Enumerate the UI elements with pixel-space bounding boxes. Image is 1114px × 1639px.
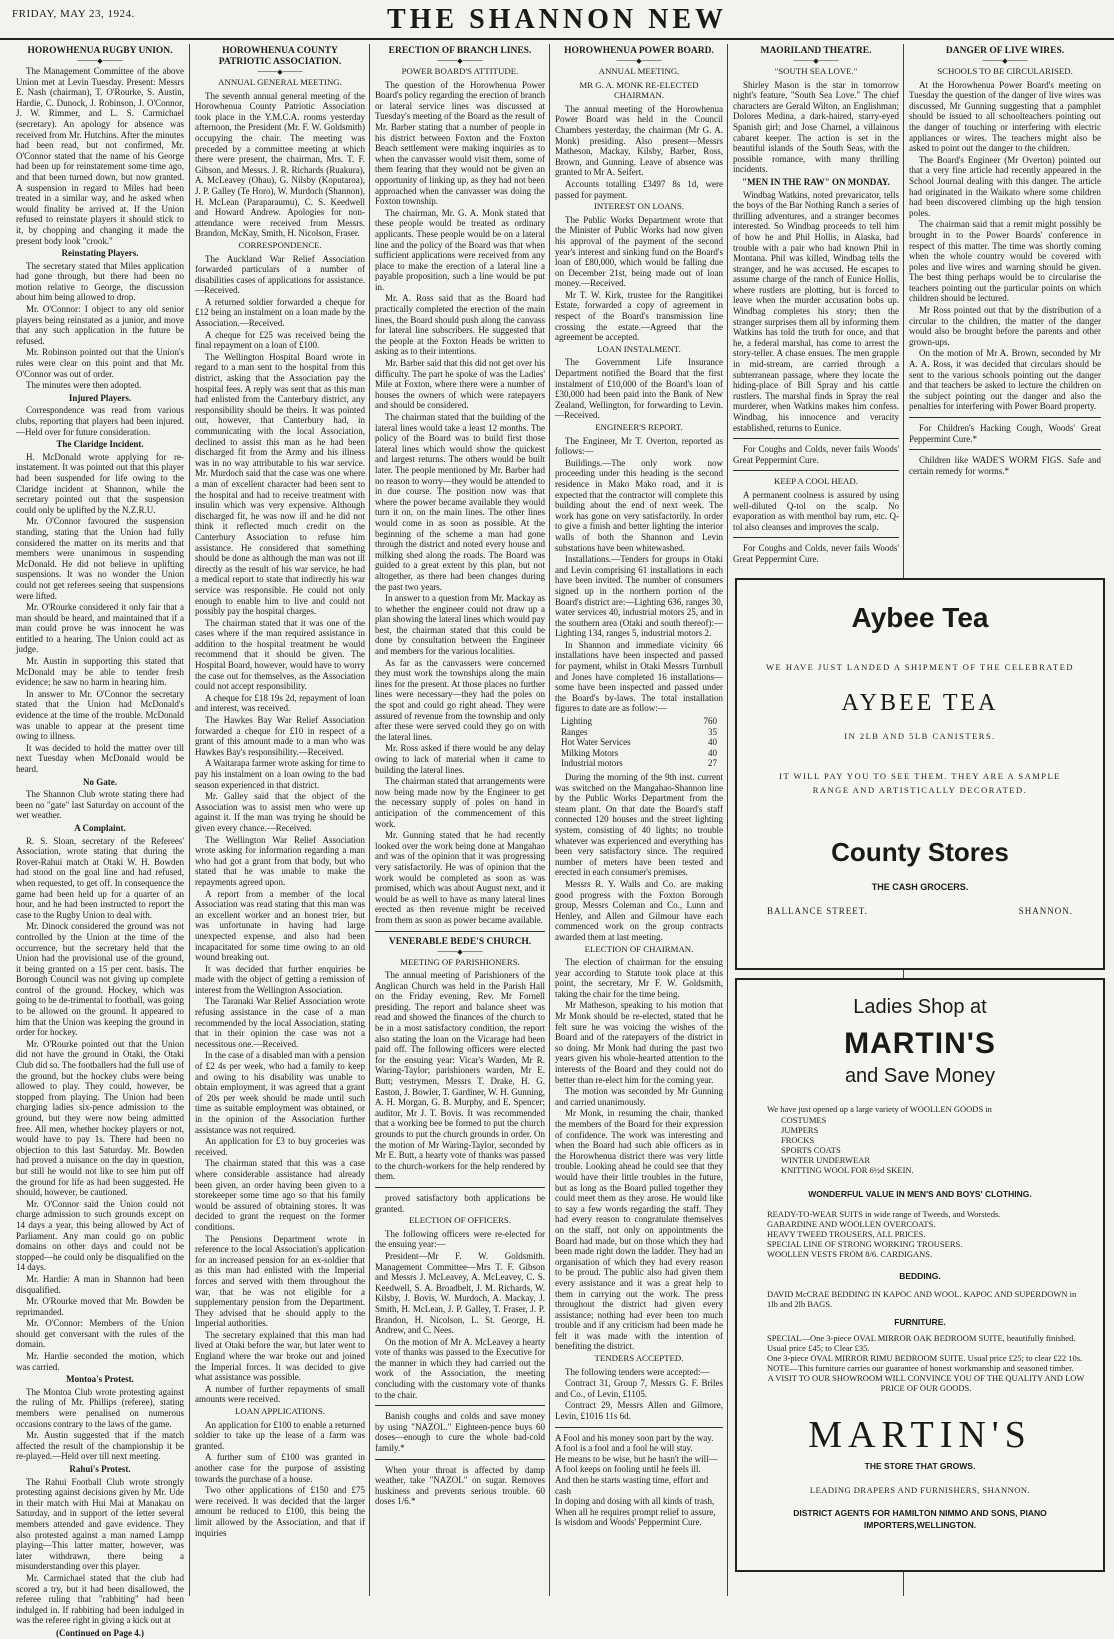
store-tagline: THE CASH GROCERS. xyxy=(871,882,969,892)
paragraph: Messrs R. Y. Walls and Co. are making good progress with the Foxton Borough group, Messrs Coleman and Co., Lunn and Henley, and Allen and Gilmour have each commenced work on the group contracts awarded them at last meeting. xyxy=(555,878,723,942)
paragraph: A number of further repayments of small amounts were received. xyxy=(195,1383,365,1405)
paragraph: President—Mr F. W. Goldsmith. Management Committee—Mrs T. F. Gibson and Messrs J. McLeavey, A. McLeavey, C. S. Keedwell, S. A. Broadbelt, J. M. Richards, W. Kilsby, J. Bovis, W. Murdoch, A. Mackay, J. Smith, H. McLean, J. P. Galley, T. Fraser, J. P. Brandon, H. Nicolson, L. St. George, H. Andrew, and C. Nees. xyxy=(375,1250,545,1336)
paragraph: The following tenders were accepted:— xyxy=(565,1366,710,1377)
ad-line: DISTRICT AGENTS FOR HAMILTON NIMMO AND SONS, PIANO IMPORTERS,WELLINGTON. xyxy=(793,1508,1047,1530)
paragraph: Mr. Austin in supporting this stated that McDonald may be able to tender fresh evidence; he saw no harm in hearing him. xyxy=(16,656,184,688)
paragraph: The Shannon Club wrote stating there had been no "gate" last Saturday on account of the wet weather. xyxy=(16,789,184,821)
table-row: Lighting 760 xyxy=(561,716,717,727)
paragraph: Mr. Dinock considered the ground was not controlled by the Union at the time of the occurrence, but the secretary held that the Union had the provisional use of the ground, it being granted on a 15 per cent. basis. The Borough Council was not giving up complete control of the ground. Hockey, which was going to be de-trimental to football, was going to be allowed on the ground. It appeared to him that the Union was keeping the ground in order for hockey. xyxy=(16,921,184,1038)
article-heading: HOROWHENUA POWER BOARD. xyxy=(564,46,714,56)
paragraph: When your throat is affected by damp weather, take "NAZOL" on sugar. Removes huskiness and prevents serious trouble. 60 doses 1/6.* xyxy=(375,1464,545,1507)
ad-line: Ladies Shop at xyxy=(853,996,987,1018)
column-rugby-union xyxy=(16,44,184,1638)
paragraph: The secretary explained that this man had lived at Otaki before the war, but later went to England where the war broke out and joined the Imperial forces. It was decided to give what assistance was possible. xyxy=(195,1329,365,1383)
paragraph: A Waitarapa farmer wrote asking for time to pay his instalment on a loan owing to the bad season experienced in that district. xyxy=(195,758,365,790)
paragraph: Accounts totalling £3497 8s 1d, were passed for payment. xyxy=(555,178,723,200)
paragraph: The annual meeting of the Horowhenua Power Board was held in the Council Chambers yesterday, the chairman (Mr G. A. Monk) presiding. Also present—Messrs Matheson, Mackay, Kilsby, Barber, Ross, Brown, and Gunning. Leave of absence was granted to Mr A. Seifert. xyxy=(555,103,723,178)
subheading: A Complaint. xyxy=(74,822,126,833)
article-subheading: ANNUAL MEETING. xyxy=(598,66,680,76)
paragraph: Mr. O'Rourke moved that Mr. Bowden be reprimanded. xyxy=(16,1296,184,1317)
list-item: HEAVY TWEED TROUSERS, ALL PRICES. xyxy=(767,1229,926,1239)
poem-line: Is wisdom and Woods' Peppermint Cure. xyxy=(555,1517,702,1528)
filler-line: For Coughs and Colds, never fails Woods' Great Peppermint Cure. xyxy=(733,543,899,564)
subheading: Reinstating Players. xyxy=(61,248,139,259)
divider xyxy=(909,449,1101,450)
paragraph: R. S. Sloan, secretary of the Referees' Association, wrote stating that during the Rover-Rahui match at Otaki W. H. Bowden had stood on the goal line and had refused, when requested, to get off. In consequence the game had been held up for a quarter of an hour, and he had been instructed to report the case to the Rugby Union to deal with. xyxy=(16,835,184,920)
column-patriotic-association xyxy=(195,44,365,1596)
paragraph: During the morning of the 9th inst. current was switched on the Mangahao-Shannon line by the Public Works Department from the steam plant. On that date the Board's staff connected 120 houses and the street lighting system, consisting of 40 lights; no trouble whatever was experienced and everything has been very satisfactory since. The required number of meters have been tested and erected in each consumer's premises. xyxy=(555,772,723,878)
ad-text: DAVID McCRAE BEDDING IN KAPOC AND WOOL. KAPOC AND SUPERDOWN in 1lb and 2lb BAGS. xyxy=(767,1289,1077,1309)
divider xyxy=(733,537,899,538)
list-item: JUMPERS xyxy=(781,1125,819,1135)
paragraph: Mr. Hardie: A man in Shannon had been disqualified. xyxy=(16,1273,184,1295)
poem-line: A fool is a fool and a fool he will stay. xyxy=(555,1443,693,1454)
article-subheading: "SOUTH SEA LOVE." xyxy=(774,66,858,76)
paragraph: Mr. Hardie seconded the motion, which was carried. xyxy=(16,1351,184,1372)
paragraph: The annual meeting of Parishioners of the Anglican Church was held in the Parish Hall on the Friday evening, Rev. Mr Fornell presiding. The report and balance sheet was read and showed the finances of the church to be in a most satisfactory condition, the report also stating the loan on the Vicarage had been paid off. The following officers were elected for the ensuing year: Vicar's Warden, Mr R. Waring-Taylor; parishioners warden, Mr E. Butt; vestrymen, Messrs T. Drake, H. G. Easton, J. Bowler, T. Gardiner, W. H. Gunning, A. H. Morgan, G. B. Murphy, and E. Spencer; auditor, Mr J. T. Bovis. It was recommended that a working bee be formed to put the church grounds to put the church grounds in order. On the motion of Mr Waring-Taylor, seconded by Mr E. Butt, a hearty vote of thanks was passed to the church-workers for the help rendered by them. xyxy=(375,970,545,1182)
paragraph: Mr. O'Connor said the Union could not charge admission to such grounds except on 14 days a year, this being allowed by Act of Parliament. Any man could go on public domains on other days and could not be stopped—he could only be disqualified on the 14 days. xyxy=(16,1198,184,1273)
divider xyxy=(375,1187,545,1188)
ornament: ────◆──── xyxy=(437,947,483,956)
paragraph: Mr. O'Rourke considered it only fair that a man should be heard, and maintained that if a man could prove he was innocent he was entitled to a hearing. The Union could act as judge. xyxy=(16,602,184,655)
paragraph: The Management Committee of the above Union met at Levin Tuesday. Present: Messrs E. Nash (chairman), T. O'Rourke, S. Austin, Hardie, C. Dunock, J. Robinson, J. O'Connor, J. W. Rimmer, and L. S. Carmichael (secretary). An apology for absence was received from Mr. Hutchins. After the minutes had been read, but not confirmed, Mr. O'Connor stated that the name of his George had been up for reinstatement some time ago, and that been turned down, but now granted. A suspension in regard to Miles had been treated in a similar way, and he asked when would finality be arrived at. If the Union refused to reinstate players it should stick to it, by chopping and changing it made the present body look "crook." xyxy=(16,66,184,246)
article-subheading: MEETING OF PARISHIONERS. xyxy=(400,956,520,967)
divider xyxy=(375,1459,545,1460)
paragraph: The minutes were then adopted. xyxy=(26,380,142,391)
paragraph: The chairman stated that it was one of the cases where if the man required assistance in addition to the hospital treatment he would recommend that it should be given. The Hospital Board, however, would have to worry the case out for themselves, as the Association could not accept responsibility. xyxy=(195,617,365,692)
ornament: ────◆──── xyxy=(437,57,483,65)
paragraph: The secretary stated that Miles application had gone through, but there had been no motion relative to George, the discussion about him being allowed to drop. xyxy=(16,260,184,303)
store-name-large: MARTIN'S xyxy=(808,1414,1032,1456)
paragraph: In answer to Mr. O'Connor the secretary stated that the Union had McDonald's evidence at the time of the trouble. McDonald was unable to appear at the present time owing to illness. xyxy=(16,688,184,742)
paragraph: In answer to a question from Mr. Mackay as to whether the engineer could not draw up a plan showing the lateral lines which would pay best, the chairman stated that this could be done by consultation between the Engineer and members for the various localities. xyxy=(375,593,545,657)
paragraph: The Engineer, Mr T. Overton, reported as follows:— xyxy=(555,435,723,457)
paragraph: A report from a member of the local Association was read stating that this man was an excellent worker and an honest trier, but was unfortunate in having had large unexpected expense, and also had been incapacitated for some time owing to an old wound breaking out. xyxy=(195,888,365,963)
filler-line: Children like WADE'S WORM FIGS. Safe and certain remedy for worms.* xyxy=(909,455,1101,476)
article-heading: MAORILAND THEATRE. xyxy=(760,46,872,56)
paragraph: A permanent coolness is assured by using well-diluted Q-tol on the scalp. No evaporation as with menthol bay rum, etc. Q-tol also cleanses and improves the scalp. xyxy=(733,489,899,532)
paragraph: A cheque for £25 was received being the final repayment on a loan of £100. xyxy=(195,329,365,351)
list-item: KNITTING WOOL FOR 6½d SKEIN. xyxy=(781,1165,914,1175)
list-item: FROCKS xyxy=(781,1135,815,1145)
paragraph: The question of the Horowhenua Power Board's policy regarding the erection of branch or lateral service lines was discussed at Tuesday's meeting of the Board as the result of Mr. Barber stating that a number of people in his district between Foxton and the Foxton Beach settlement were making inquiries as to when the canvasser would visit them, some of them fearing that they would not be given an opportunity of linking up, as they had not been approached when the canvasser was doing the Foxton township. xyxy=(375,79,545,207)
paragraph: Two other applications of £150 and £75 were received. It was decided that the larger amount be reduced to £100, this being the limit allowed by the Association, and that if inquiries xyxy=(195,1485,365,1538)
paragraph: A cheque for £18 19s 2d, repayment of loan and interest, was received. xyxy=(195,692,365,714)
divider xyxy=(733,438,899,439)
paragraph: The seventh annual general meeting of the Horowhenua County Patriotic Association took place in the Y.M.C.A. rooms yesterday afternoon, the President (Mr. F. W. Goldsmith) occupying the chair. The meeting was preceded by a committee meeting at which there were present, the chairman, Mrs. T. F. Gibson, and Messrs. J. R. Richards (Ruakura), A. McLeavey (Ohau), G. Nilsby (Koputaroa), J. P. Galley (Te Horo), W. Murdoch (Shannon), H. McLean (Paraparaumu), C. S. Keedwell and Howard Andrew. Apologies for non-attendance were received from Messrs. Brandon, McKay, Smith, H. Nicolson, Fraser. xyxy=(195,90,365,239)
paragraph: An application for £100 to enable a returned soldier to take up the lease of a farm was granted. xyxy=(195,1419,365,1451)
article-heading: DANGER OF LIVE WIRES. xyxy=(945,46,1065,56)
paragraph: Contract 31, Group 7, Messrs G. F. Briles and Co., of Levin, £1105. xyxy=(555,1378,723,1399)
ad-line: IN 2LB AND 5LB CANISTERS. xyxy=(844,731,996,741)
list-item: A VISIT TO OUR SHOWROOM WILL CONVINCE YOU OF THE QUALITY AND LOW PRICE OF OUR GOODS. xyxy=(767,1373,1085,1393)
article-subheading: SCHOOLS TO BE CIRCULARISED. xyxy=(937,66,1073,76)
list-item: READY-TO-WEAR SUITS in wide range of Tweeds, and Worsteds. xyxy=(767,1209,1001,1219)
paragraph: The Board's Engineer (Mr Overton) pointed out that a very fine article had recently appeared in the School Journal dealing with this danger. The article had originated in the Waikato where some children had been discovered climbing up the high tension poles. xyxy=(909,154,1101,218)
article-heading: HOROWHENUA RUGBY UNION. xyxy=(27,46,173,56)
masthead xyxy=(0,0,1114,40)
column-rule xyxy=(189,44,190,1596)
town: SHANNON. xyxy=(1018,906,1073,916)
aybee-tea-advert xyxy=(735,578,1105,970)
subheading: Rahui's Protest. xyxy=(69,1464,131,1474)
paragraph: The Rahui Football Club wrote strongly protesting against decisions given by Mr. Ude in their match with Hui Mai at Manakau on Saturday, and in support of the letter several members attended and gave evidence. They also protested against a man named Lampp playing—This latter matter, however, was later withdrawn, there being a misunderstanding over this player. xyxy=(16,1476,184,1572)
paragraph: The chairman stated that this was a case where considerable assistance had already been given, an order having been given to a storekeeper some time ago so that his family would be assured of obtaining stores. It was decided to grant the request on the former conditions. xyxy=(195,1158,365,1232)
paragraph: H. McDonald wrote applying for re-instatement. It was pointed out that this player had been suspended for life owing to the Claridge incident at Shannon, while the secretary pointed out that the suspension could only be uplifted by the N.Z.R.U. xyxy=(16,451,184,515)
ad-line: LEADING DRAPERS AND FURNISHERS, SHANNON. xyxy=(809,1485,1031,1495)
ornament: ────◆──── xyxy=(982,57,1028,65)
poem-line: A Fool and his money soon part by the way. xyxy=(555,1432,714,1443)
list-item: One 3-piece OVAL MIRROR RIMU BEDROOM SUITE. Usual price £25; to clear £22 10s. xyxy=(767,1353,1083,1363)
paragraph: The Taranaki War Relief Association wrote refusing assistance in the case of a man recommended by the local Association, stating that in their opinion the case was not a necessitous one.—Received. xyxy=(195,996,365,1049)
paragraph: The election of chairman for the ensuing year according to Statute took place at this point, the secretary, Mr F. W. Goldsmith, taking the chair for the time being. xyxy=(555,957,723,999)
ornament: ────◆──── xyxy=(77,57,123,65)
store-address xyxy=(737,906,1103,916)
table-row: Hot Water Services 40 xyxy=(561,737,717,748)
list-item: GABARDINE AND WOOLLEN OVERCOATS. xyxy=(767,1219,936,1229)
paragraph: It was decided to hold the matter over till next Tuesday when McDonald would be heard. xyxy=(16,742,184,774)
table-row: Milking Motors 40 xyxy=(561,747,717,758)
subheading: No Gate. xyxy=(83,776,117,787)
paragraph: Mr. Ross asked if there would be any delay owing to lack of material when it came to building the lateral lines. xyxy=(375,743,545,775)
subheading: The Claridge Incident. xyxy=(56,439,144,450)
column-rule xyxy=(727,44,728,1596)
list-item: WOOLLEN VESTS FROM 8/6. CARDIGANS. xyxy=(767,1249,933,1259)
paragraph: Mr Monk, in resuming the chair, thanked the members of the Board for their expression of confidence. The work was interesting and when the Board had such able officers as in the Horowhenua district there was very little trouble. Looking ahead he could see that they would have their little troubles in the future, but as long as the Board pulled together they could meet them as they arose. He would like to say a few words regarding the staff. They had every reason to congratulate themselves on the staff, not only on appointments the Board had made, but on those which they had been made right down the ladder. They had an organisation of which they had every reason to be proud. The public also had given them every assistance and it was a great help to them in carrying out the work. The press throughout the district had given every assistance; nothing had ever been too much trouble and if any criticism had been made he felt it was made with the intention of benefiting the district. xyxy=(555,1108,723,1352)
paragraph: Mr. O'Connor favoured the suspension standing, stating that the Union had fully considered the matter on its merits and that members were unanimous in suspending McDonald. He did not believe in uplifting suspensions. It was no wonder the Union could not get referees seeing that suspensions were lifted. xyxy=(16,516,184,601)
table-row: Industrial motors 27 xyxy=(561,758,717,769)
ad-title: Aybee Tea xyxy=(851,602,989,633)
section-heading: LOAN APPLICATIONS. xyxy=(235,1406,325,1417)
ornament: ────◆──── xyxy=(793,57,839,65)
installation-table xyxy=(555,716,723,769)
section-heading: LOAN INSTALMENT. xyxy=(597,343,681,354)
list-item: SPORTS COATS xyxy=(781,1145,841,1155)
paragraph: Contract 29, Messrs Allen and Gilmore, Levin, £1016 11s 6d. xyxy=(555,1400,723,1422)
newspaper-title: THE SHANNON NEW xyxy=(386,4,728,35)
section-heading: ELECTION OF OFFICERS. xyxy=(409,1215,511,1226)
store-name: MARTIN'S xyxy=(844,1027,996,1060)
ad-section-heading: WONDERFUL VALUE IN MEN'S AND BOYS' CLOTHING. xyxy=(808,1189,1032,1199)
paragraph: The Pensions Department wrote in reference to the local Association's application for an increased pension for an ex-soldier that as this man had enlisted with the Imperial forces and served with them throughout the war, that he was not eligible for a supplementary pension from the Department. They advised that he should apply to the Imperial authorities. xyxy=(195,1233,365,1329)
divider xyxy=(909,417,1101,418)
ad-section-heading: FURNITURE. xyxy=(894,1317,946,1327)
paragraph: Buildings.—The only work now proceeding under this heading is the second residence in Mako Mako road, and it is expected that the contractor will complete this building about the end of next week. The work has gone on very satisfactorily. In order to give a finish and better lighting the interior walls of both the Shannon and Levin substations have been whitewashed. xyxy=(555,457,723,553)
paragraph: Installations.—Tenders for groups in Otaki and Levin comprising 61 installations in each have been invited. The number of consumers signed up in the northern portion of the Board's district are:—Lighting 636, ranges 30, water services 40, industrial motors 25, and in the southern area (Otaki and south thereof):—Lighting 134, ranges 5, industrial motors 2. xyxy=(555,554,723,639)
paragraph: In Shannon and immediate vicinity 66 installations have been inspected and passed for payment, whilst in Otaki Messrs Turnbull and Jones have completed 16 installations—some have been inspected and passed under the Board's by-laws. The total installation figures to date are as follow:— xyxy=(555,639,723,714)
paragraph: The Auckland War Relief Association forwarded particulars of a number of disabilities cases of applications for assistance.—Received. xyxy=(195,253,365,296)
list-item: WINTER UNDERWEAR xyxy=(781,1155,871,1165)
paragraph: Mr Matheson, speaking to his motion that Mr Monk should be re-elected, stated that he felt sure he was voicing the wishes of the Board and of the ratepayers of the district in so doing. Mr Monk had during the past two years given his whole-hearted attention to the interests of the Board and they could not do better than re-elect him for the coming year. xyxy=(555,1000,723,1085)
list-item: NOTE—This furniture carries our guarantee of honest workmanship and seasoned timber. xyxy=(767,1363,1074,1373)
subheading: "MEN IN THE RAW" ON MONDAY. xyxy=(742,176,890,187)
ad-item-list xyxy=(767,1209,1089,1259)
poem-line: In doping and dosing with all kinds of trash, xyxy=(555,1496,715,1507)
paragraph: Shirley Mason is the star in tomorrow night's feature, "South Sea Love." The chief characters are Gerald Wilton, an Englishman; Dolores Medina, a dark-haired, starry-eyed Spanish girl; and Jose Charnel, a villainous cabaret keeper. The action is set in the beautiful islands of the South Seas, with the possible romance, with many thrilling incidents. xyxy=(733,79,899,175)
paragraph: The following officers were re-elected for the ensuing year:— xyxy=(375,1228,545,1250)
column-rule xyxy=(549,44,550,1596)
paragraph: The Hawkes Bay War Relief Association forwarded a cheque for £10 in respect of a grant of this amount made to a man who was Hawkes Bay's responsibility.—Received. xyxy=(195,715,365,757)
paragraph: The Government Life Insurance Department notified the Board that the first instalment of £10,000 of the Board's loan of £30,000 had been paid into the Bank of New Zealand, Wellington, for forwarding to Levin.—Received. xyxy=(555,357,723,421)
ad-product: AYBEE TEA xyxy=(841,690,999,716)
paragraph: A further sum of £100 was granted in another case for the purpose of assisting towards the purchase of a house. xyxy=(195,1452,365,1484)
filler-line: For Coughs and Colds, never fails Woods' Great Peppermint Cure. xyxy=(733,444,899,465)
section-heading: ENGINEER'S REPORT. xyxy=(595,422,683,432)
subheading: Montoa's Protest. xyxy=(66,1374,134,1385)
article-heading: HOROWHENUA COUNTY PATRIOTIC ASSOCIATION. xyxy=(218,46,342,67)
paragraph: proved satisfactory both applications be granted. xyxy=(375,1192,545,1214)
paragraph: Mr T. W. Kirk, trustee for the Rangitikei Estate, forwarded a copy of agreement in respect of the Board's transmission line crossing the estate.—Agreed that the agreement be accepted. xyxy=(555,289,723,343)
divider xyxy=(375,931,545,932)
paragraph: A returned soldier forwarded a cheque for £12 being an instalment on a loan made by the Association.—Received. xyxy=(195,296,365,329)
store-name: County Stores xyxy=(831,837,1009,867)
paragraph: An application for £3 to buy groceries was received. xyxy=(195,1136,365,1157)
paragraph: It was decided that further enquiries be made with the object of getting a remission of interest from the Wellington Association. xyxy=(195,963,365,995)
paragraph: Mr Ross pointed out that by the distribution of a circular to the children, the matter of the danger would also be brought before the parents and other grown-ups. xyxy=(909,305,1101,347)
divider xyxy=(733,470,899,471)
paragraph: Mr. Carmichael stated that the club had scored a try, but it had been disallowed, the referee ruling that "rabbiting" had been indulged in. If rabbiting had been indulged in was the referee right in giving a kick out at xyxy=(16,1572,184,1626)
ornament: ────◆──── xyxy=(257,68,303,76)
paragraph: The chairman said that a remit might possibly be brought in to the Power Boards' conference in respect of this matter. The time was shortly coming when the whole country would be covered with poles and live wires and warning should be given. The best thing perhaps would be to circularise the teachers pointing out the particular points on which children should be lectured. xyxy=(909,219,1101,304)
paragraph: Mr. Robinson pointed out that the Union's rules were clear on this point and that Mr. O'Connor was out of order. xyxy=(16,347,184,379)
section-heading: CORRESPONDENCE. xyxy=(238,239,322,250)
article-heading: ERECTION OF BRANCH LINES. xyxy=(388,46,532,56)
list-item: SPECIAL LINE OF STRONG WORKING TROUSERS. xyxy=(767,1239,963,1249)
paragraph: Mr. A. Ross said that as the Board had practically completed the erection of the main lines, the Board should push along the canvass for lateral line subscribers. He suggested that the people at the Foxton Heads be written to asking as to their intentions. xyxy=(375,293,545,357)
ad-intro: We have just opened up a large variety of WOOLLEN GOODS in xyxy=(767,1104,992,1114)
poem-line: And then he starts wasting time, effort and cash xyxy=(555,1475,709,1496)
paragraph: Mr. O'Connor: I object to any old senior players being reinstated as a junior, and move that any such application in the future be refused. xyxy=(16,304,184,346)
article-heading: VENERABLE BEDE'S CHURCH. xyxy=(388,936,532,947)
ad-item-list xyxy=(781,1115,1103,1175)
issue-date: FRIDAY, MAY 23, 1924. xyxy=(12,8,135,20)
paragraph: Mr. O'Rourke pointed out that the Union did not have the ground in Otaki, the Otaki Club did so. The footballers had the full use of the ground, but the hockey clubs were being allowed to play. They could, however, be stopped from playing. The Union had been charging ladies six-pence admission to the ground, but they were now being admitted free. All men, whether hockey players or not, would have to pay 1s. There had been no objection to this last Saturday. Mr. Bowden had proved a nuisance on the day in question, but still he would not like to see him put off the ground for life as had been suggested. He should, however, be cautioned. xyxy=(16,1038,184,1198)
filler-line: For Children's Hacking Cough, Woods' Great Peppermint Cure.* xyxy=(909,423,1101,444)
store-tagline: THE STORE THAT GROWS. xyxy=(864,1461,976,1471)
paragraph: Mr. Barber said that this did not get over his difficulty. The part he spoke of was the Ladies' Mile at Foxton, where there were a number of houses the owners of which were ratepayers and should be considered. xyxy=(375,358,545,411)
paragraph: Windbag Watkins, noted prevaricator, tells the boys of the Bar Nothing Ranch a series of thrilling adventures, and a stranger becomes interested. So Windbag proceeds to tell him of how he and Phil Hollis, in Alaska, had trouble with a pair who had known Phil in Montana. Phil was killed, Windbag tells the stranger, and he was accused. He escapes to assume charge of the ranch of Eunice Hollis, where rustlers are plotting, but is forced to leave when the murder accusation bobs up. Windbag completes his story; then the stranger surprises them all by informing them Watkins has told the truth for once, and that he, a federal marshal, has come to arrest the story-teller. A chase ensues. The men grapple in mid-stream, are carried through a subterranean passage, where they locate the hiding-place of Bill Spray and his cattle rustlers. The marshal finds in Spray the real murderer, when Watkins makes him confess. Windbag, his innocence and veracity established, returns to Eunice. xyxy=(733,189,899,433)
section-heading: INTEREST ON LOANS. xyxy=(593,201,684,212)
column-power-board xyxy=(555,44,723,1596)
poem-line: He means to be wise, but he hasn't the will— xyxy=(555,1453,718,1464)
section-heading: KEEP A COOL HEAD. xyxy=(774,476,858,487)
article-subheading: ANNUAL GENERAL MEETING. xyxy=(218,77,342,87)
column-branch-lines xyxy=(375,44,545,1596)
divider xyxy=(555,1427,723,1428)
paragraph: At the Horowhenua Power Board's meeting on Tuesday the question of the danger of live wires was discussed, Mr Gunning suggesting that a pamphlet should be issued to all schoolteachers pointing out the danger of touching or interfering with electric appliances or wires. The teachers might also be asked to point out the danger to the children. xyxy=(909,79,1101,154)
subheading: Injured Players. xyxy=(68,392,132,403)
ad-line: WE HAVE JUST LANDED A SHIPMENT OF THE CELEBRATED xyxy=(766,662,1074,672)
paragraph: The chairman stated that arrangements were now being made now by the Engineer to get the necessary supply of poles on hand in anticipation of the commencement of this work. xyxy=(375,776,545,829)
paragraph: On the motion of Mr A. Brown, seconded by Mr A. A. Ross, it was decided that circulars should be sent to the various schools pointing out the danger and that teachers be asked to lecture the children on the subject pointing out the danger and also the penalties for interfering with Power Board property. xyxy=(909,348,1101,412)
ad-section-heading: BEDDING. xyxy=(899,1271,941,1281)
paragraph: The motion was seconded by Mr Gunning and carried unanimously. xyxy=(555,1086,723,1107)
divider xyxy=(375,1405,545,1406)
paragraph: On the motion of Mr A. McLeavey a hearty vote of thanks was passed to the Executive for the manner in which they had carried out the work of the Association, the meeting concluding with the customary vote of thanks to the chair. xyxy=(375,1336,545,1400)
paragraph: The Montoa Club wrote protesting against the ruling of Mr. Phillips (referee), stating members were penalised on numerous occasions contrary to the laws of the game. xyxy=(16,1386,184,1429)
column-rule xyxy=(369,44,370,1596)
poem xyxy=(555,1433,723,1528)
ad-line: and Save Money xyxy=(844,1065,996,1087)
street: BALLANCE STREET. xyxy=(767,906,868,916)
poem-line: A fool keeps on fooling until he feels ill. xyxy=(555,1464,701,1475)
ad-item-list xyxy=(767,1333,1085,1393)
paragraph: The Public Works Department wrote that the Minister of Public Works had now given his approval of the payment of the second year's interest and sinking fund on the Board's loan of £80,000, which would be falling due on December 21st, being made out of loan money.—Received. xyxy=(555,214,723,289)
list-item: COSTUMES xyxy=(781,1115,827,1125)
article-subheading: POWER BOARD'S ATTITUDE. xyxy=(401,66,519,76)
ad-line: IT WILL PAY YOU TO SEE THEM. THEY ARE A SAMPLE RANGE AND ARTISTICALLY DECORATED. xyxy=(779,771,1061,795)
paragraph: Mr. O'Connor: Members of the Union should get conversant with the rules of the domain. xyxy=(16,1318,184,1350)
list-item: SPECIAL—One 3-piece OVAL MIRROR OAK BEDROOM SUITE, beautifully finished. Usual price £45; to Clear £35. xyxy=(767,1333,1076,1353)
paragraph: The Wellington War Relief Association wrote asking for information regarding a man who had got a grant from that body, but who stated that he was unable to make the repayments agreed upon. xyxy=(195,834,365,887)
paragraph: Mr. Gunning stated that he had recently looked over the work being done at Mangahao and was of the opinion that it was progressing very satisfactorily. He was of opinion that the work would be completed as soon as was promised, which was about August next, and it would be as well to have as many lateral lines erected as then revenue might be received from them as soon as power became available. xyxy=(375,830,545,925)
section-heading: ELECTION OF CHAIRMAN. xyxy=(584,943,694,954)
paragraph: As far as the canvassers were concerned they must work the townships along the main lines for the present. At those places no further lines were necessary—they had the poles on the spot and could go right ahead. They were assured of revenue from the township and only after these were served could they go on with the lateral lines. xyxy=(375,657,545,742)
section-heading: TENDERS ACCEPTED. xyxy=(594,1353,684,1364)
martins-advert xyxy=(735,978,1105,1572)
paragraph: Mr. Austin suggested that if the match affected the result of the championship it be re-played.—Held over till next meeting. xyxy=(16,1430,184,1462)
poem-line: When all he requires prompt relief to assure, xyxy=(555,1506,716,1517)
ornament: ────◆──── xyxy=(616,57,662,65)
paragraph: Mr. Galley said that the object of the Association was to assist men who were up against it. If the man was trying he should be given every chance.—Received. xyxy=(195,791,365,833)
paragraph: The chairman, Mr. G. A. Monk stated that these people would be treated as ordinary applicants. These people would be on a lateral line and the policy of the Board was that when sufficient applications were received from any place to make the erection of a lateral line a payable proposition, such a line would be put in. xyxy=(375,207,545,292)
table-row: Ranges 35 xyxy=(561,726,717,737)
paragraph: The Wellington Hospital Board wrote in regard to a man sent to the hospital from this district, asking that the Association pay the hospital fees. A reply was sent that as this man had enlisted from the Canterbury district, any responsibility should be theirs. It was pointed out, however, that Canterbury had, in communicating with the local Association, declined to assist this man as he had been discharged fit from the Army and his illness was in no way attributable to his war service. Mr. Murdoch said that the case was one where a man of excellent character had been sent to the hospital and had to receive treatment with insulin which was very expensive. Although discharged fit, he was now ill and he did not think it reflected much credit on the Canterbury Association to refuse him assistance. He considered that something should be done as although the man was not ill directly as the result of his war service, he had a medical report to state that indirectly his war service was responsible. He could not only enough to enable him to live and could not possibly pay the hospital charges. xyxy=(195,351,365,617)
paragraph: In the case of a disabled man with a pension of £2 4s per week, who had a family to keep and owing to his disability was unable to obtain employment, it was agreed that a grant of 20s per week should be made until such time as suitable employment was obtained, or in the opinion of the Association further assistance was not required. xyxy=(195,1050,365,1135)
column-live-wires xyxy=(909,44,1101,564)
paragraph: Banish coughs and colds and save money by using "NAZOL." Eighteen-pence buys 60 doses—enough to cure the whole bad-cold family.* xyxy=(375,1411,545,1454)
paragraph: The chairman stated that the building of the lateral lines would take a least 12 months. The policy of the Board was to build first those lateral lines which would show the quickest and largest returns. The others would be built later. The people mentioned by Mr. Barber had no reason to worry—they would be attended to in due course. The position now was that where the power became available they would turn it on, on the main lines. The other lines would come in as soon as possible. At the beginning of the scheme a man had gone through the district and noted every house and milking shed along the roads. The Board was guided to a great extent by this plan, but not altogether, as there had been changes during the past two years. xyxy=(375,412,545,592)
paragraph: Correspondence was read from various clubs, reporting that players had been injured.—Held over for future consideration. xyxy=(16,405,184,437)
article-subheading: MR G. A. MONK RE-ELECTED CHAIRMAN. xyxy=(579,79,699,101)
continued-note: (Continued on Page 4.) xyxy=(55,1627,144,1638)
column-maoriland-theatre xyxy=(733,44,899,564)
